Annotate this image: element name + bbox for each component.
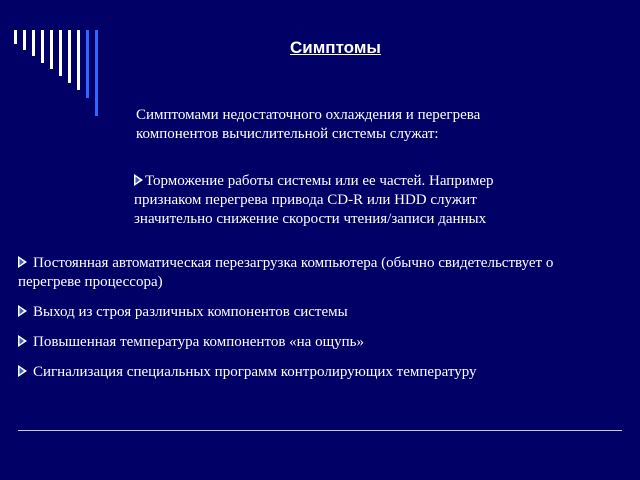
deco-bar	[32, 30, 35, 56]
deco-bar	[77, 30, 80, 90]
deco-bar	[50, 30, 53, 69]
deco-bar	[41, 30, 44, 63]
list-item	[18, 254, 618, 292]
bottom-divider	[18, 430, 622, 431]
list-item-text: Повышенная температура компонентов «на ощупь»	[33, 334, 365, 350]
deco-bar	[23, 30, 26, 50]
slide-title: Симптомы	[290, 38, 381, 57]
intro-text: Симптомами недостаточного охлаждения и перегрева компонентов вычислительной системы служат:	[136, 107, 481, 142]
list-item-text: Постоянная автоматическая перезагрузка компьютера (обычно свидетельствует о перегреве процессора)	[18, 255, 554, 290]
arrow-bullet-icon	[18, 305, 27, 317]
arrow-bullet-icon	[18, 335, 27, 347]
list-item	[18, 303, 618, 322]
deco-bar	[95, 30, 98, 116]
list-item	[18, 363, 618, 382]
deco-bar	[59, 30, 62, 76]
list-item	[18, 333, 618, 352]
deco-bar	[68, 30, 71, 83]
list-item-text: Сигнализация специальных программ контролирующих температуру	[33, 364, 477, 380]
sub-bullet-item	[134, 172, 554, 229]
vertical-bars-decoration	[14, 30, 114, 130]
arrow-bullet-icon	[18, 256, 27, 268]
arrow-bullet-icon	[134, 174, 143, 186]
arrow-bullet-icon	[18, 365, 27, 377]
symptom-list	[18, 254, 618, 393]
deco-bar	[14, 30, 17, 44]
list-item-text: Выход из строя различных компонентов системы	[33, 304, 348, 320]
deco-bar	[86, 30, 89, 98]
sub-bullet-text: Торможение работы системы или ее частей. Например признаком перегрева привода CD-R или HDD служит значительно снижение скорости чтения/записи данных	[134, 173, 494, 227]
